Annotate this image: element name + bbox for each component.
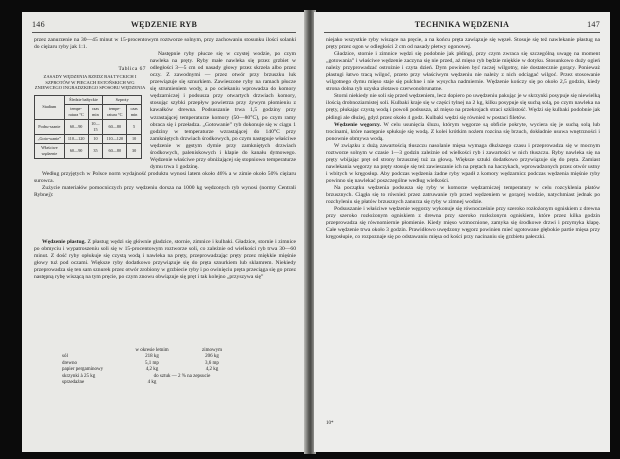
table-cell: 10—15 bbox=[88, 119, 103, 134]
table-cell: 60—90 bbox=[64, 119, 88, 134]
smoking-parameters-table bbox=[34, 95, 142, 159]
right-paragraph: W związku z dużą zawartością tłuszczu nasolanie mięsa wymaga dłuższego czasu i przeprowadza się w mocnym roztworze solnym w czasie 1—3 godzin zależnie od wielkości ryb i zawartości w nich tłuszczu. Ryby nawleka się na pręty wbijając pręt od strony brzusznej tuż za głową. Większe sztuki dodatkowo przywiązuje się do pręta. Zamiast nawlekania węgorzy na pręty stosuje się też zawieszanie ich na prętach na haczykach, wprowadzonych przez otwór ustny i wbitych w kręgosłup. Aby podczas wędzenia żadne ryby wpadł z komory wędzarnicz podczas wędzenia mięśnie ryby powinno się nawlekać poszczególne według wielkości. bbox=[326, 142, 600, 184]
left-running-head bbox=[32, 20, 296, 30]
right-running-head bbox=[324, 20, 600, 30]
table-subheader: tempe-ratura °C bbox=[103, 104, 127, 119]
table-subheader: czas min bbox=[127, 104, 142, 119]
table-row bbox=[35, 134, 142, 143]
table-cell: 10 bbox=[127, 134, 142, 143]
section-lead: Wędzenie węgorzy. bbox=[334, 121, 381, 128]
table-cell: 5 bbox=[127, 119, 142, 134]
materials-cell: 4,2 kg bbox=[145, 367, 159, 373]
left-paragraph: Następnie ryby płucze się w czystej wodzie, po czym nawleka na pręty. Ryby małe nawleka się przez grzbiet w odległości 3—5 cm od nasady głowy przez skrzela albo przez oczy. Z zawodnymi — przez otwór przy brzuszku luk przewiązuje się sznurkiem. Zawieszone ryby na ramach płucze się strumieniem wody, a po ociekaniu wprowadza do komory wędzarniczej i podsusza przy otwartych drzwiach komory, stosując szybki przepływ powietrza przy żywym płomieniu z kawałków drewna. Podsuszanie trwa 1,5 godziny przy wzrastającej temperaturze komory (50—80°C), po czym ramy obraca się i przeładza. „Gotowanie” ryb dokonuje się w ciągu 1 godziny w temperaturze wzrastającej do 140°C przy zamkniętych drzwiach środkowych, po czym następuje właściwe wędzenie w gęstym dymie przy zamkniętych drzwiach środkowych, paleniskowych i klapie do kanału dymowego. Wędzenie właściwe przy obniżającej się stopniowo temperaturze dymu trwa 1 godzinę. bbox=[150, 51, 296, 170]
smoking-table bbox=[34, 66, 146, 216]
materials-row bbox=[62, 380, 262, 386]
materials-cell: 4 kg bbox=[147, 380, 157, 386]
right-head-rule bbox=[324, 32, 600, 33]
left-paragraph: Według przyjętych w Polsce norm wydajność produktu wynosi latem około 46% a w zimie około 50% ciężaru surowca. bbox=[34, 170, 296, 184]
left-running-title: WĘDZENIE RYB bbox=[130, 20, 198, 29]
table-subheader: czas min bbox=[88, 104, 103, 119]
table-cell: 30 bbox=[127, 143, 142, 158]
right-running-title: TECHNIKA WĘDZENIA bbox=[414, 20, 510, 29]
materials-cell: 218 kg bbox=[145, 354, 159, 360]
left-paragraph bbox=[34, 239, 296, 281]
materials-list bbox=[62, 348, 262, 386]
section-lead: Wędzenie płastug. bbox=[42, 239, 86, 246]
right-page-number: 147 bbox=[587, 20, 600, 29]
right-body-text bbox=[326, 37, 600, 241]
materials-cell: 3,6 mp bbox=[205, 360, 219, 366]
materials-cell: sprzedażne bbox=[62, 380, 85, 386]
table-cell: „Goto-wanie” bbox=[35, 134, 65, 143]
signature-mark: 10* bbox=[326, 421, 334, 426]
materials-cell: 206 kg bbox=[205, 354, 219, 360]
table-header: Śledzie bałtyckie bbox=[64, 95, 103, 104]
materials-cell: drewno bbox=[62, 360, 77, 366]
table-header: Szproty bbox=[103, 95, 142, 104]
right-paragraph: Na początku wędzenia podsusza się ryby w komorze wędzarniczej temperatury w celu rozcyklenia płatów brzusznych. Ciągła się to również przez zatruwanie ryb przed wędzeniem w gorącej wodzie, natychmiast jednak po rozchyleniu się płatów brzusznych zanurza się ryby w zimnej wodzie. bbox=[326, 184, 600, 206]
table-cell: 60—80 bbox=[103, 143, 127, 158]
materials-col: w okresie letnim bbox=[135, 348, 169, 353]
table-cell: 60—90 bbox=[64, 143, 88, 158]
materials-cell: 5,1 mp bbox=[145, 360, 159, 366]
materials-cell: papier pergaminowy bbox=[62, 367, 104, 373]
materials-cell: do sztuk — 2 % na zepsucie bbox=[153, 373, 211, 379]
table-subheader: tempe-ratura °C bbox=[64, 104, 88, 119]
right-page bbox=[314, 12, 610, 452]
right-paragraph: Gładzice, stornie i zimnice wędzi się podobnie jak płdingi, przy czym zwraca się szczególną uwagę na moment „gotowania” i właściwe wędzenie zaczyna się nie przed, aż mięso ryb będzie miękkie w dotyku. Stosunkowo duży ogień należy przyprowadzać ostrożnie i czyta dzień. Dym powinien być raczej wilgotny, nie dostatecznie gorący. Ponieważ płastugi łatwo tracą wilgoć, przeto przy właściwym wędzeniu nie należy z nich odciągać wilgoć. Przez stosowanie wilgotnego dymu mięso staje się pulchne i nie wysycha nadmiernie. Wędzenie kończy się po około 2,5 godzin, kiedy strona dolna ryb uzyska złotawo czerwonobrunatne. bbox=[326, 51, 600, 93]
materials-cell: sól bbox=[62, 354, 68, 360]
table-row bbox=[35, 143, 142, 158]
table-cell: 110—120 bbox=[64, 134, 88, 143]
left-paragraph: Zużycie materiałów pomocniczych przy wędzeniu dorsza na 1000 kg wędzonych ryb wynosi (normy Centrali Rybnej): bbox=[34, 184, 296, 199]
table-row bbox=[35, 119, 142, 134]
table-header: Stadium bbox=[35, 95, 65, 119]
right-paragraph: Podsuszanie i właściwe wędzenie węgorzy wykonuje się równocześnie przy szeroko rozłożonym ogniskiem z drewna przy szeroko rozłożonym ogniskiem z drewna przy szeroko rozłożonym ogniskiem, które przez kilka godzin przeprowadza się równomiernie płomienie. Kiedy mięso wzmocnione, zamyka się środkowe drzwi i przymyka klapę. Całe wędzenie trwa około 3 godzin. Prawidłowo uwędzony węgorz powinien mieć ugotowane głębokie partie mięsa przy kręgosłupie, co rozpoznaje się po odstawaniu mięsa od kości przy nacinaniu się grzbietu pałeczki. bbox=[326, 206, 600, 241]
materials-col: zimowym bbox=[202, 348, 222, 353]
right-paragraph: Storni niekiedy nie soli się przed wędzeniem, lecz dopiero po uwędzeniu pakując je w skrzynki posypuje się niewielką ilością drobnoziarnistej soli. Kulbaki kraje się w części tylnej na 2 kg, kilku posypuje się suchą solą, po czym nawleka na pręty, płukając czystą wodą i powoli podsusza, aż mięso na przekrojach straci szklistość. Wędzi się kulbaki podobnie jak płdingi ale dłużej, gdyż przez około 4 godz. Kulbaki wędzi się również w postaci filetów. bbox=[326, 93, 600, 121]
right-paragraph: niejako wszystkie ryby wiszące na pręcie, a na końcu pręta zawiązuje się węzeł. Stosuje się też nawlekanie płastug na pręty przez ogon w odległości 2 cm od nasady płetwy ogonowej. bbox=[326, 37, 600, 51]
left-paragraph-text: Z płastug wędzi się głównie gładzice, storniе, zimnice i kulbaki. Gładzice, stornie i zimnice po obmyciu i wypatroszeniu soli się w 15-procentowym roztworze soli, co zależnie od wielkości ryb trwa 30—60 minut. Z dość ryby opłukuje się czystą wodą i nawleka na pręty, przeprowadzając pręty przez miękkie mięśnie głowy tuż pod oczami. Większe ryby dodatkowo przywiązuje się do pręta sznurkiem lub sklamrem. Niekiedy przeprowadza się ten sam sznurek przez otwór zrobiony w grzbiecie ryby i po owinięciu pręta przeciąga się go przez następną rybę wiszącą na tym pręcie, po czym znowu obwiązuje się pręt i tak kolejno „przyszywa się” bbox=[34, 239, 296, 281]
table-cell: 35 bbox=[88, 143, 103, 158]
table-cell: 110—120 bbox=[103, 134, 127, 143]
table-caption: Tablica 67 bbox=[118, 66, 146, 72]
table-cell: 10 bbox=[88, 134, 103, 143]
left-paragraph: przez zanurzenie na 30—45 minut w 15-procentowym roztworze solnym, przy zachowaniu stosunku ilości solanki do ciężaru ryby jak 1:1. bbox=[34, 37, 296, 51]
materials-cell: 4,2 kg bbox=[205, 367, 219, 373]
right-paragraph-text: W celu usunięcia śluzu, którym węgorze są obficie pokryte, wyciera się je suchą solą lub trocinami, które następnie spłukuje się wodą. Z kolei krótkim nożem rozcina się brzuch, dokładnie usuwa wnętrzności i ponownie obmywa wodą. bbox=[326, 121, 600, 142]
left-page-number: 146 bbox=[32, 20, 45, 29]
materials-cell: skrzynki à 25 kg bbox=[62, 373, 96, 379]
table-title: ZASADY WĘDZENIA RZEDZ BAŁTYCKICH I SZPROTÓW W PIECACH ESTOŃSKICH WG ZNIEWCEGO INGRADZKIEGO SPOSOBU WĘDZENIA bbox=[34, 74, 146, 90]
right-paragraph bbox=[326, 122, 600, 143]
table-cell: Właściwe wędzenie bbox=[35, 143, 65, 158]
left-page bbox=[22, 12, 306, 452]
left-head-rule bbox=[32, 32, 296, 33]
table-cell: Podsu-szanie bbox=[35, 119, 65, 134]
table-cell: 60—80 bbox=[103, 119, 127, 134]
